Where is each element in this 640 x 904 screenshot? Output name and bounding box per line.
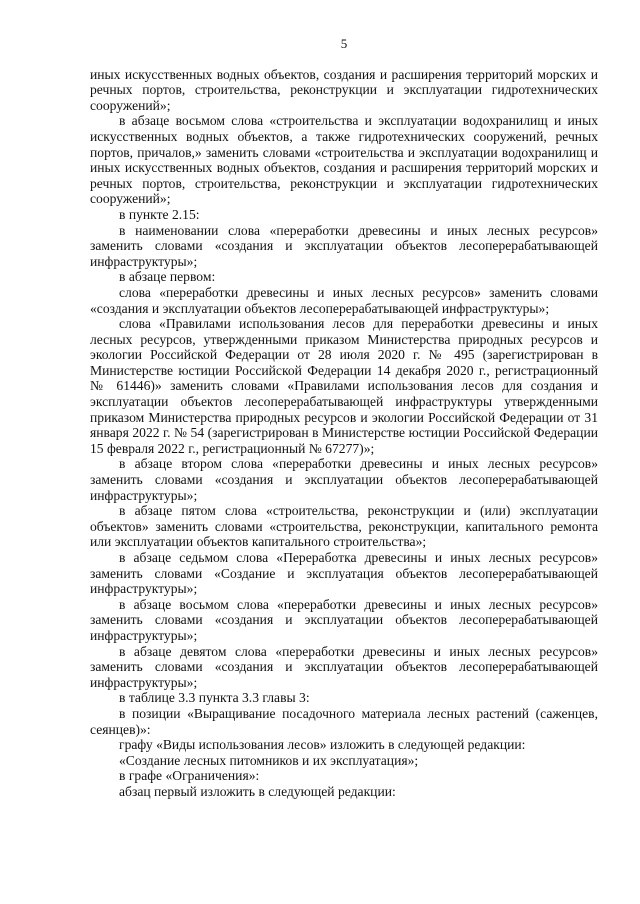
paragraph-5: в абзаце первом: [119, 269, 216, 285]
paragraph-10: в абзаце седьмом слова «Переработка древесины и иных лесных ресурсов» заменить словами «Создание и эксплуатация объектов лесоперерабатывающей инфраструктуры»; [90, 550, 598, 597]
paragraph-2: в абзаце восьмом слова «строительства и эксплуатации водохранилищ и иных искусственных водных объектов, а также гидротехнических сооружений, речных портов, причалов,» заменить словами «строительства и эксплуатации водохранилищ и иных искусственных водных объектов, создания и расширения территорий морских и речных портов, строительства, реконструкции и эксплуатации гидротехнических сооружений»; [90, 113, 598, 207]
paragraph-9: в абзаце пятом слова «строительства, реконструкции и (или) эксплуатации объектов» заменить словами «строительства, реконструкции, капитального ремонта или эксплуатации объектов капитального строительства»; [90, 503, 598, 550]
paragraph-16: «Создание лесных питомников и их эксплуатация»; [119, 752, 419, 768]
paragraph-15: графу «Виды использования лесов» изложить в следующей редакции: [119, 737, 526, 753]
paragraph-6: слова «переработки древесины и иных лесных ресурсов» заменить словами «создания и эксплуатации объектов лесоперерабатывающей инфраструктуры»; [90, 284, 598, 316]
paragraph-13: в таблице 3.3 пункта 3.3 главы 3: [119, 690, 310, 706]
paragraph-12: в абзаце девятом слова «переработки древесины и иных лесных ресурсов» заменить словами «создания и эксплуатации объектов лесоперерабатывающей инфраструктуры»; [90, 643, 598, 690]
paragraph-17: в графе «Ограничения»: [119, 768, 260, 784]
paragraph-3: в пункте 2.15: [119, 206, 200, 222]
paragraph-11: в абзаце восьмом слова «переработки древесины и иных лесных ресурсов» заменить словами «создания и эксплуатации объектов лесоперерабатывающей инфраструктуры»; [90, 596, 598, 643]
paragraph-8: в абзаце втором слова «переработки древесины и иных лесных ресурсов» заменить словами «создания и эксплуатации объектов лесоперерабатывающей инфраструктуры»; [90, 456, 598, 503]
paragraph-4: в наименовании слова «переработки древесины и иных лесных ресурсов» заменить словами «создания и эксплуатации объектов лесоперерабатывающей инфраструктуры»; [90, 222, 598, 269]
paragraph-1: иных искусственных водных объектов, создания и расширения территорий морских и речных портов, строительства, реконструкции и эксплуатации гидротехнических сооружений»; [90, 66, 598, 113]
page-number: 5 [340, 36, 348, 51]
paragraph-18: абзац первый изложить в следующей редакции: [119, 783, 396, 799]
paragraph-14: в позиции «Выращивание посадочного материала лесных растений (саженцев, сеянцев)»: [90, 705, 598, 737]
document-page [90, 36, 598, 800]
paragraph-7: слова «Правилами использования лесов для переработки древесины и иных лесных ресурсов, утвержденными приказом Министерства природных ресурсов и экологии Российской Федерации от 28 июля 2020 г. № 495 (зарегистрирован в Министерстве юстиции Российской Федерации 14 декабря 2020 г., регистрационный № 61446)» заменить словами «Правилами использования лесов для создания и эксплуатации объектов лесоперерабатывающей инфраструктуры утвержденными приказом Министерства природных ресурсов и экологии Российской Федерации от 31 января 2022 г. № 54 (зарегистрирован в Министерстве юстиции Российской Федерации 15 февраля 2022 г., регистрационный № 67277)»; [90, 316, 598, 456]
